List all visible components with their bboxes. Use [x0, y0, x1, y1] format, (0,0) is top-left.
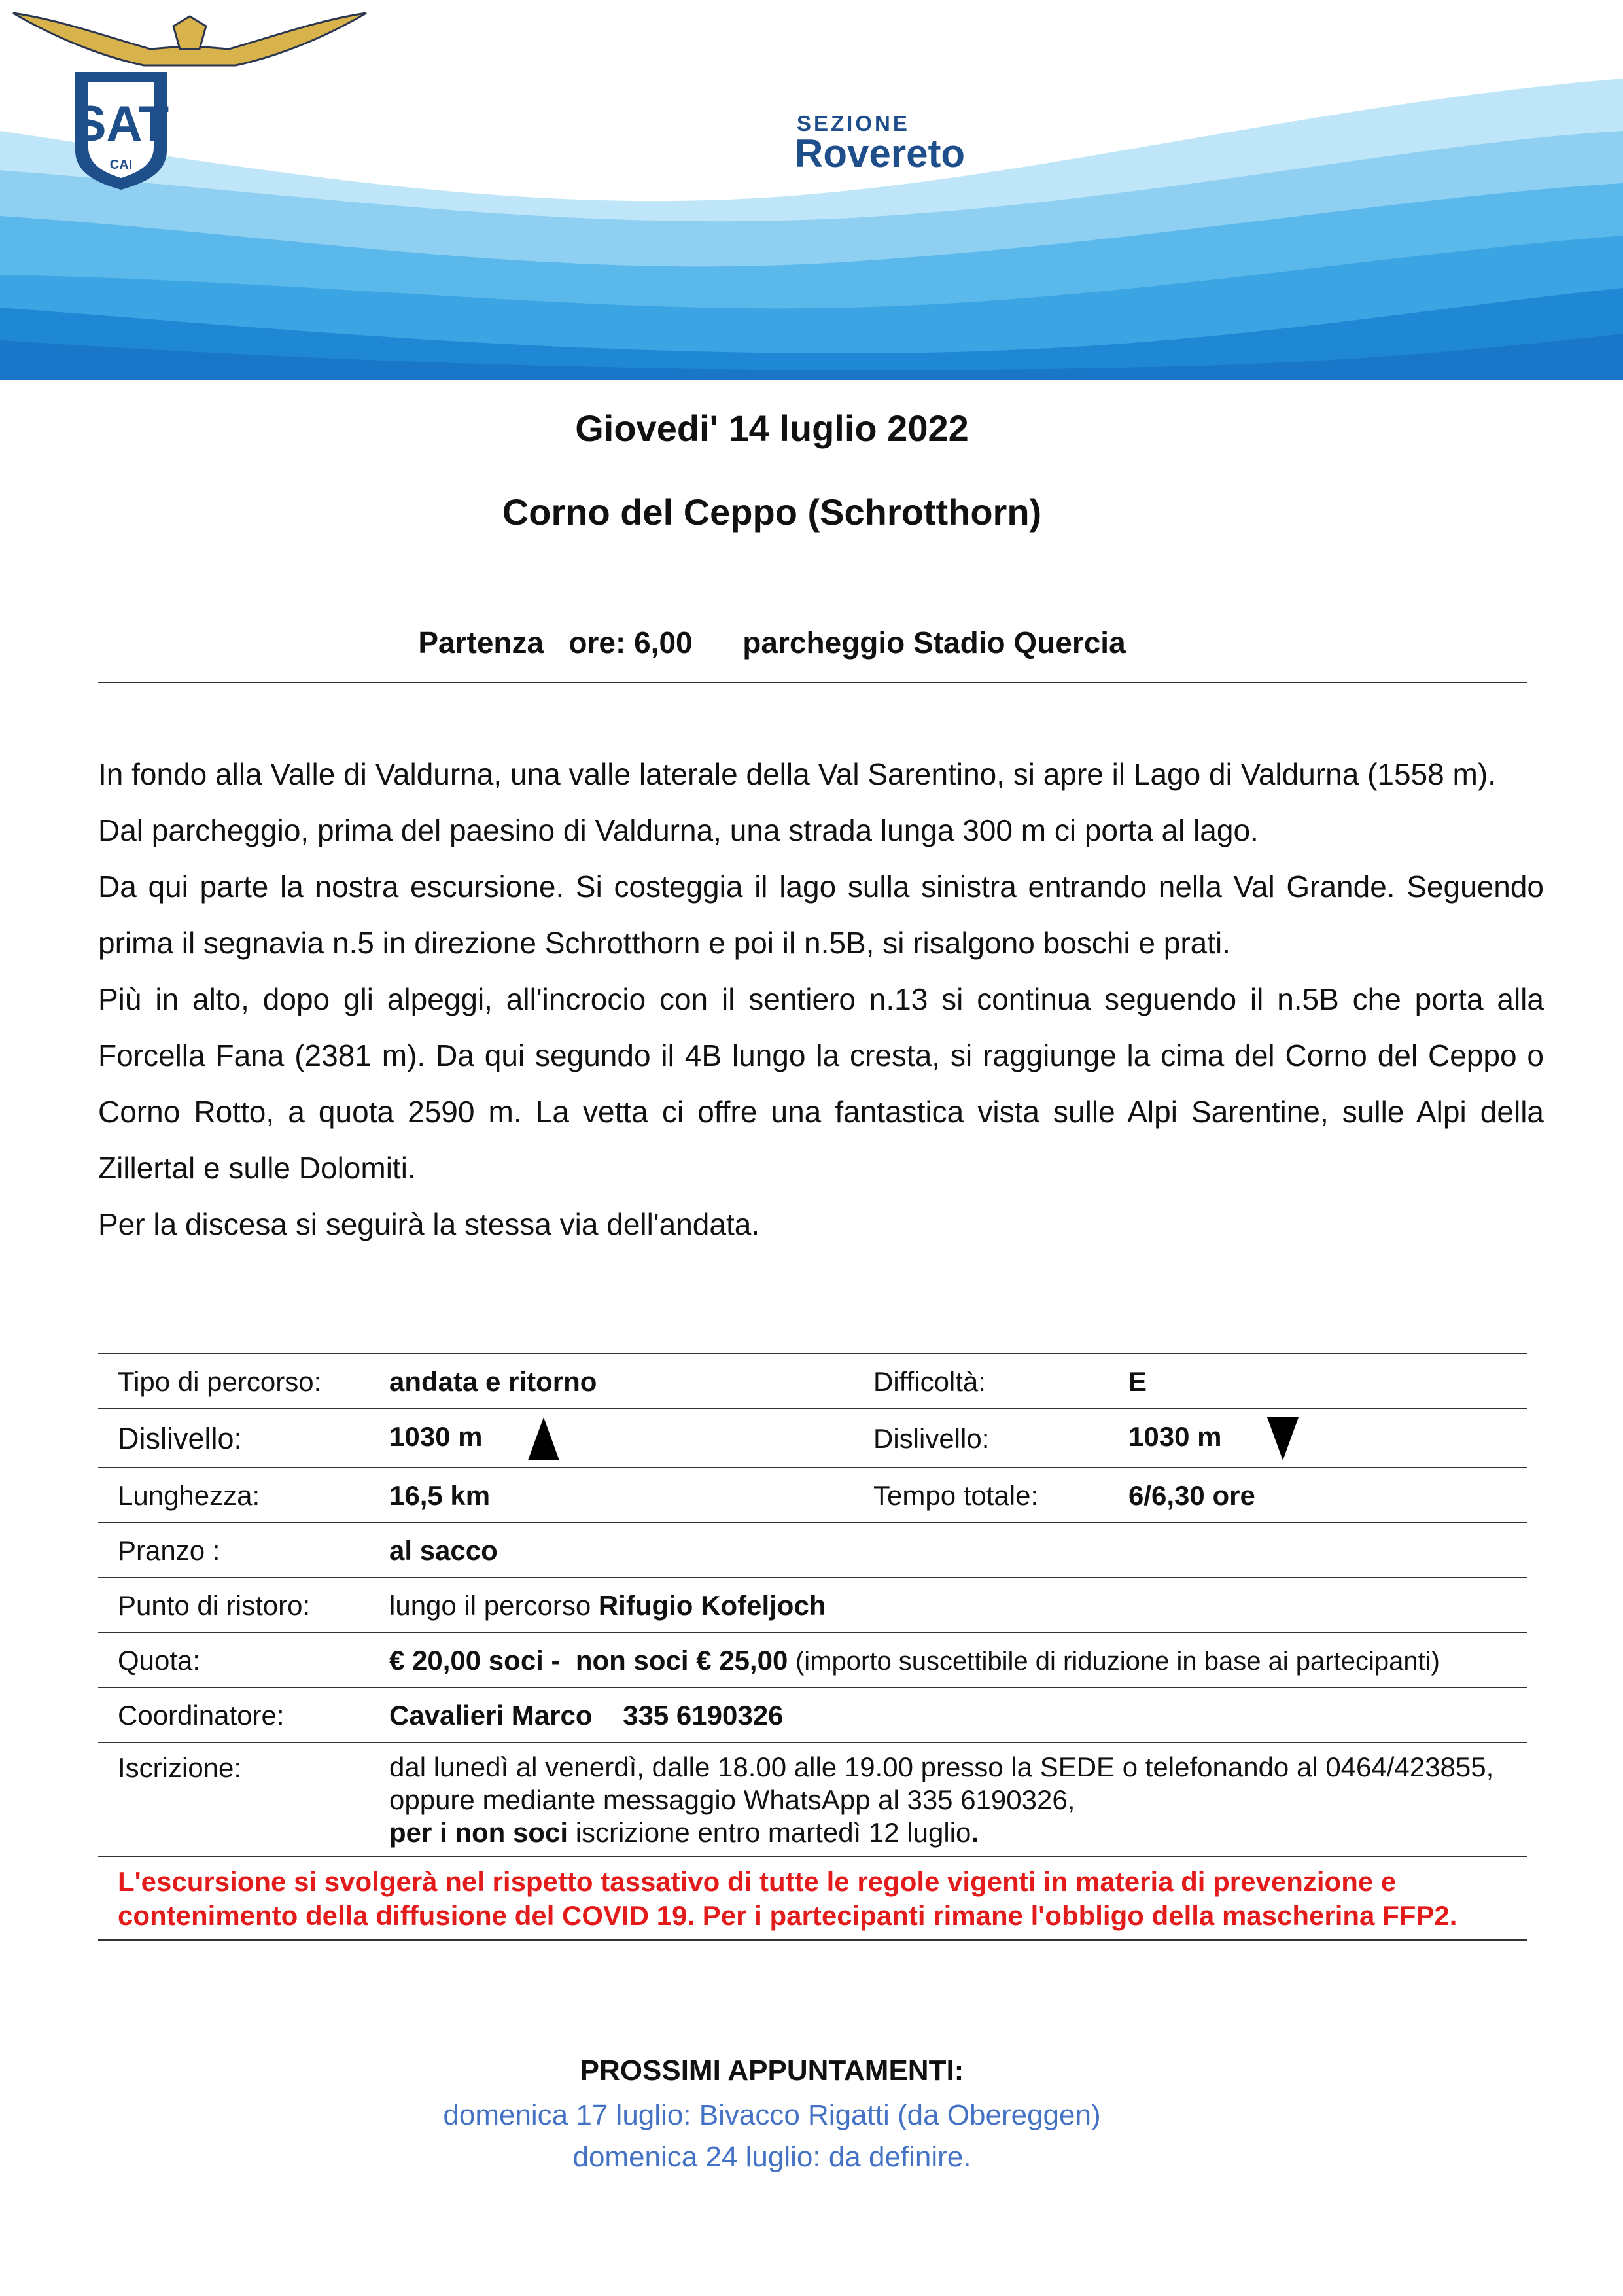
- iscrizione-line: [389, 1816, 1521, 1849]
- description-paragraph: Dal parcheggio, prima del paesino di Valdurna, una strada lunga 300 m ci porta al lago.: [98, 813, 1259, 847]
- logo-sezione: SEZIONE: [797, 111, 910, 135]
- table-row: [98, 1409, 1527, 1468]
- table-row: [98, 1354, 1527, 1409]
- upcoming-item: domenica 17 luglio: Bivacco Rigatti (da Obereggen): [443, 2099, 1101, 2131]
- header-banner: [0, 0, 1623, 380]
- description-paragraph: Da qui parte la nostra escursione. Si costeggia il lago sulla sinistra entrando nella Val Grande. Seguendo prima il segnavia n.5 in direzione Schrotthorn e poi il n.5B, si risalgono boschi e prati.: [98, 870, 1544, 960]
- tipo-value: andata e ritorno: [370, 1354, 854, 1409]
- quota-note: (importo suscettibile di riduzione in base ai partecipanti): [795, 1647, 1440, 1676]
- sat-logo: [0, 0, 379, 190]
- divider: [98, 682, 1527, 683]
- quota-label: Quota:: [98, 1633, 370, 1687]
- shield-icon: [73, 72, 169, 190]
- pranzo-label: Pranzo :: [98, 1523, 370, 1578]
- iscrizione-label: Iscrizione:: [98, 1742, 370, 1856]
- iscrizione-deadline: iscrizione entro martedì 12 luglio: [575, 1817, 971, 1848]
- dislivello-down-value: 1030 m: [1128, 1421, 1222, 1453]
- iscrizione-line: oppure mediante messaggio WhatsApp al 335 6190326,: [389, 1784, 1075, 1815]
- iscrizione-value: [370, 1742, 1527, 1856]
- difficolta-label: Difficoltà:: [854, 1354, 1109, 1409]
- iscrizione-period: .: [971, 1817, 979, 1848]
- event-date: Giovedi' 14 luglio 2022: [575, 408, 969, 449]
- eagle-icon: [13, 13, 366, 65]
- lunghezza-value: 16,5 km: [370, 1468, 854, 1523]
- pranzo-value: al sacco: [370, 1523, 1527, 1578]
- dislivello-down-label: Dislivello:: [854, 1409, 1109, 1468]
- logo-city: Rovereto: [795, 132, 966, 175]
- arrow-up-icon: [528, 1417, 559, 1460]
- table-row: [98, 1578, 1527, 1633]
- iscrizione-non-soci: per i non soci: [389, 1817, 568, 1848]
- description: [98, 746, 1544, 1252]
- tempo-label: Tempo totale:: [854, 1468, 1109, 1523]
- table-row: [98, 1742, 1527, 1856]
- coordinatore-label: Coordinatore:: [98, 1687, 370, 1742]
- description-paragraph: Per la discesa si seguirà la stessa via dell'andata.: [98, 1207, 760, 1241]
- description-paragraph: In fondo alla Valle di Valdurna, una valle laterale della Val Sarentino, si apre il Lago di Valdurna (1558 m).: [98, 757, 1496, 791]
- table-row: [98, 1856, 1527, 1940]
- covid-notice: L'escursione si svolgerà nel rispetto tassativo di tutte le regole vigenti in materia di prevenzione e contenimento della diffusione del COVID 19. Per i partecipanti rimane l'obbligo della mascherina FFP2.: [98, 1856, 1527, 1940]
- info-table: [98, 1353, 1527, 1941]
- logo-sub: CAI: [109, 158, 133, 172]
- table-row: [98, 1633, 1527, 1687]
- lunghezza-label: Lunghezza:: [98, 1468, 370, 1523]
- arrow-down-icon: [1267, 1417, 1299, 1460]
- logo-monogram: SAT: [73, 96, 169, 152]
- ristoro-value: Rifugio Kofeljoch: [598, 1590, 826, 1621]
- upcoming-heading: PROSSIMI APPUNTAMENTI:: [580, 2055, 964, 2087]
- table-row: [98, 1468, 1527, 1523]
- quota-value: € 20,00 soci - non soci € 25,00: [389, 1645, 788, 1676]
- table-row: [98, 1687, 1527, 1742]
- description-paragraph: Più in alto, dopo gli alpeggi, all'incrocio con il sentiero n.13 si continua seguendo il n.5B che porta alla Forcella Fana (2381 m). Da qui segundo il 4B lungo la cresta, si raggiunge la cima del Corno del Ceppo o Corno Rotto, a quota 2590 m. La vetta ci offre una fantastica vista sulle Alpi Sarentine, sulle Alpi della Zillertal e sulle Dolomiti.: [98, 982, 1544, 1185]
- coordinatore-value: Cavalieri Marco 335 6190326: [370, 1687, 1527, 1742]
- departure-line: Partenza ore: 6,00 parcheggio Stadio Quercia: [418, 626, 1126, 660]
- ristoro-label: Punto di ristoro:: [98, 1578, 370, 1633]
- ristoro-prefix: lungo il percorso: [389, 1590, 591, 1621]
- tipo-label: Tipo di percorso:: [98, 1354, 370, 1409]
- iscrizione-line: dal lunedì al venerdì, dalle 18.00 alle 19.00 presso la SEDE o telefonando al 0464/423855,: [389, 1752, 1494, 1782]
- difficolta-value: E: [1109, 1354, 1527, 1409]
- upcoming-item: domenica 24 luglio: da definire.: [572, 2141, 971, 2173]
- tempo-value: 6/6,30 ore: [1109, 1468, 1527, 1523]
- event-title: Corno del Ceppo (Schrotthorn): [502, 491, 1042, 533]
- dislivello-up-value: 1030 m: [389, 1421, 483, 1453]
- table-row: [98, 1523, 1527, 1578]
- dislivello-up-label: Dislivello:: [98, 1409, 370, 1468]
